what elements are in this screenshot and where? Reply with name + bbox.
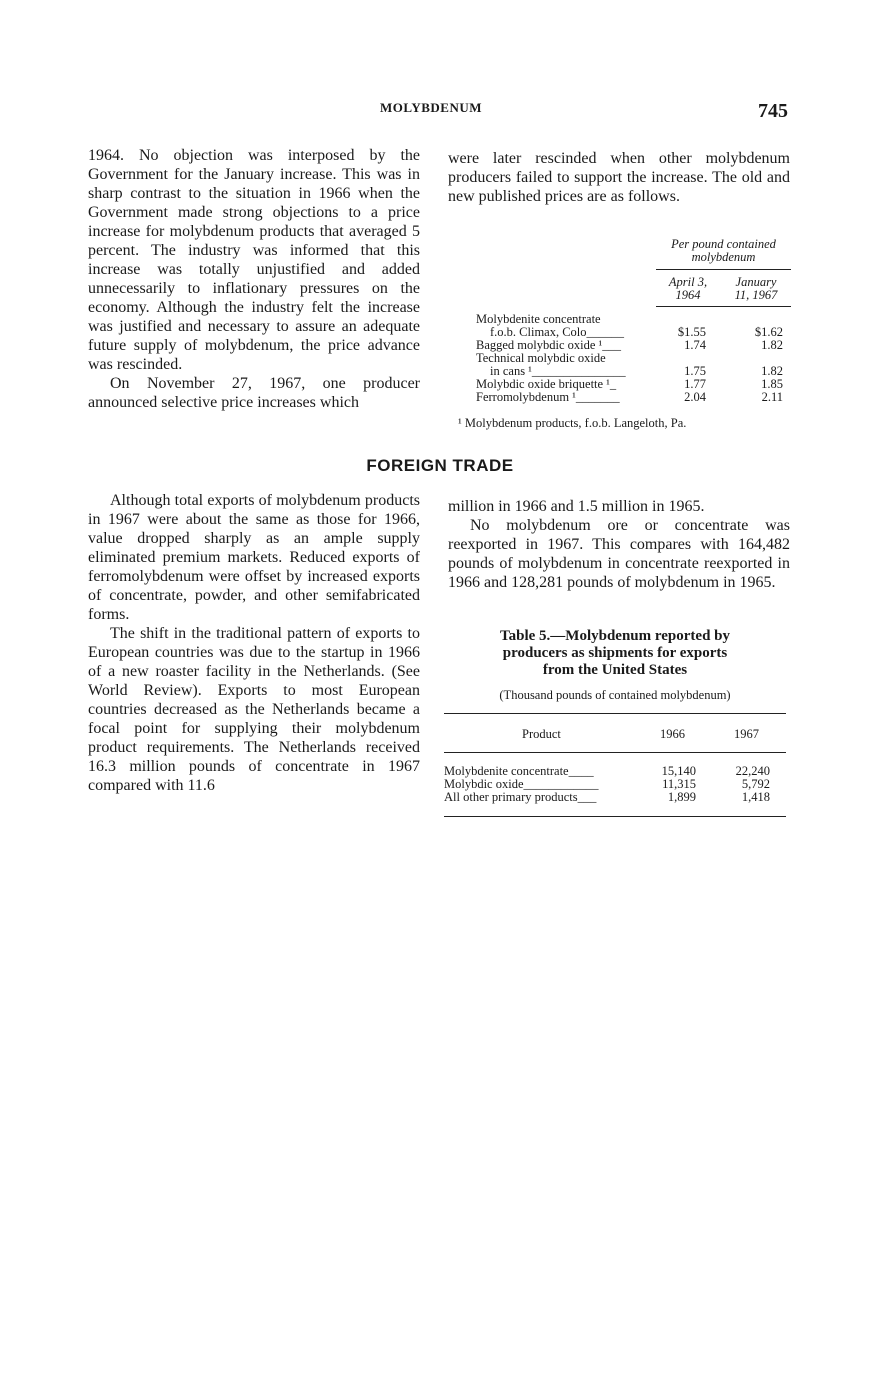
paragraph: No molybdenum ore or concentrate was reexported in 1967. This compares with 164,482 pounds of molybdenum in concentrate reexported in 1966 and 128,281 pounds of molybdenum in 1965.	[448, 517, 790, 591]
paragraph: million in 1966 and 1.5 million in 1965.	[448, 498, 705, 515]
price-table-header-line1: Per pound contained	[671, 237, 776, 251]
table5-col-1966: 1966	[660, 727, 685, 741]
row-label: Bagged molybdic oxide ¹___	[476, 338, 622, 352]
value-1967: 1.85	[761, 377, 783, 391]
row-label: Technical molybdic oxide	[476, 351, 606, 365]
table-row	[444, 791, 786, 804]
row-label: f.o.b. Climax, Colo______	[490, 325, 625, 339]
right-column-top	[448, 149, 790, 206]
row-label: All other primary products___	[444, 790, 597, 804]
row-label: Molybdic oxide____________	[444, 777, 599, 791]
paragraph: On November 27, 1967, one producer announced selective price increases which	[88, 375, 420, 411]
value-1967: 2.11	[761, 390, 783, 404]
right-column-bottom	[448, 497, 790, 592]
value-1964: 1.75	[684, 364, 706, 378]
value-1967: 1,418	[741, 790, 770, 804]
row-label: Ferromolybdenum ¹_______	[476, 390, 620, 404]
row-label: Molybdenite concentrate____	[444, 764, 594, 778]
value-1966: 1,899	[667, 790, 696, 804]
value-1967: 1.82	[761, 364, 783, 378]
table5-col-1967: 1967	[734, 727, 759, 741]
value-1966: 15,140	[661, 764, 696, 778]
left-column-bottom	[88, 491, 420, 795]
table-rule	[444, 816, 786, 817]
row-label: in cans ¹_______________	[490, 364, 626, 378]
value-1964: 1.77	[684, 377, 706, 391]
table5-title-line: from the United States	[542, 662, 688, 678]
table5-col-product: Product	[522, 727, 561, 741]
table-rule	[444, 713, 786, 714]
col-april-1964-line2: 1964	[675, 288, 701, 302]
table-rule	[656, 269, 791, 270]
table-rule	[444, 752, 786, 753]
table5-title-line: producers as shipments for exports	[502, 645, 728, 661]
paragraph: 1964. No objection was interposed by the Government for the January increase. This was in sharp contrast to the situation in 1966 when the Government made strong objections to a price increase for molybdenum products that averaged 5 percent. The industry was informed that this increase was totally unjustified and added unnecessarily to inflationary pressures on the economy. Although the industry felt the increase was justified and necessary to assure an adequate future supply of molybdenum, the price advance was rescinded.	[88, 147, 420, 373]
table-row	[476, 391, 791, 404]
row-label: Molybdic oxide briquette ¹_	[476, 377, 617, 391]
table5-units: (Thousand pounds of contained molybdenum)	[499, 688, 731, 702]
table5-title	[444, 628, 786, 679]
value-1964: $1.55	[677, 325, 706, 339]
value-1967: 22,240	[735, 764, 770, 778]
running-title: MOLYBDENUM	[380, 100, 483, 115]
left-column-top	[88, 146, 420, 412]
paragraph: Although total exports of molybdenum products in 1967 were about the same as those for 1966, value dropped sharply as an ample supply eliminated premium markets. Reduced exports of ferromolybdenum were offset by increased exports of concentrate, powder, and other semifabricated forms.	[88, 492, 420, 623]
price-table-footnote: ¹ Molybdenum products, f.o.b. Langeloth, Pa.	[458, 416, 687, 430]
page-number: 745	[758, 100, 788, 122]
price-table-header-line2: molybdenum	[691, 250, 756, 264]
value-1967: 1.82	[761, 338, 783, 352]
value-1967: $1.62	[754, 325, 783, 339]
col-january-1967-line1: January	[735, 275, 777, 289]
section-heading: FOREIGN TRADE	[366, 456, 514, 475]
value-1967: 5,792	[741, 777, 770, 791]
paragraph: The shift in the traditional pattern of exports to European countries was due to the startup in 1966 of a new roaster facility in the Netherlands. (See World Review). Exports to most European countries decreased as the Netherlands became a focal point for supplying their molybdenum product requirements. The Netherlands received 16.3 million pounds of concentrate in 1967 compared with 11.6	[88, 625, 420, 794]
paragraph: were later rescinded when other molybdenum producers failed to support the increase. The old and new published prices are as follows.	[448, 150, 790, 205]
col-april-1964-line1: April 3,	[668, 275, 708, 289]
value-1964: 2.04	[684, 390, 706, 404]
col-january-1967-line2: 11, 1967	[734, 288, 778, 302]
table5-title-line: Table 5.—Molybdenum reported by	[499, 628, 731, 644]
value-1964: 1.74	[684, 338, 706, 352]
table-rule	[656, 306, 791, 307]
value-1966: 11,315	[662, 777, 696, 791]
row-label: Molybdenite concentrate	[476, 312, 601, 326]
